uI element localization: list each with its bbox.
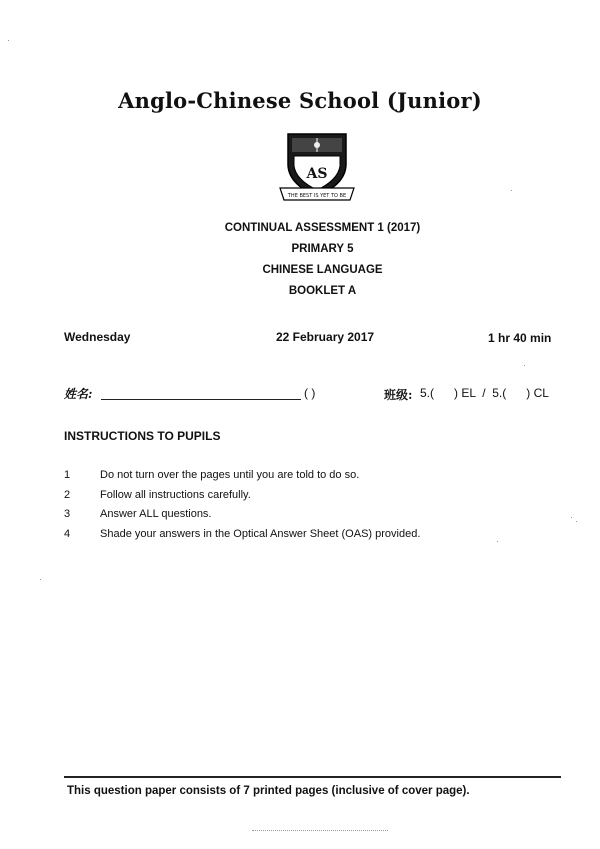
scan-speck [576,521,577,522]
scan-speck [511,190,512,191]
index-field[interactable]: ( ) [304,386,316,400]
class-label: 班级: [384,388,413,402]
assessment-title: CONTINUAL ASSESSMENT 1 (2017) [224,222,421,234]
instruction-text: Do not turn over the pages until you are told to do so. [100,469,360,481]
scan-speck [40,579,41,580]
instruction-text: Follow all instructions carefully. [100,489,251,501]
svg-text:AS: AS [306,166,328,182]
scan-speck [524,365,525,366]
page-count-note: This question paper consists of 7 printed pages (inclusive of cover page). [67,785,470,797]
booklet-label: BOOKLET A [288,285,357,297]
scan-speck [497,541,498,542]
instruction-number: 2 [64,489,71,501]
instructions-title: INSTRUCTIONS TO PUPILS [64,429,221,443]
scan-speck [571,517,572,518]
instruction-number: 4 [64,528,71,540]
footer-divider [64,776,561,778]
level-label: PRIMARY 5 [291,243,354,255]
class-field[interactable]: 5.( ) EL / 5.( ) CL [420,386,549,400]
school-name: Anglo-Chinese School (Junior) [118,88,482,113]
instruction-text: Answer ALL questions. [100,508,212,520]
subject-label: CHINESE LANGUAGE [262,264,383,276]
instruction-number: 1 [64,469,71,481]
scan-smudge [252,826,388,831]
name-label: 姓名: [64,387,93,401]
exam-day: Wednesday [64,330,131,344]
name-line[interactable] [101,399,301,400]
scan-speck [8,40,9,41]
svg-text:THE BEST IS YET TO BE: THE BEST IS YET TO BE [287,193,347,199]
exam-duration: 1 hr 40 min [488,331,552,345]
exam-date: 22 February 2017 [276,330,375,344]
instruction-number: 3 [64,508,71,520]
school-crest-logo [276,130,358,204]
instruction-text: Shade your answers in the Optical Answer Sheet (OAS) provided. [100,528,421,540]
